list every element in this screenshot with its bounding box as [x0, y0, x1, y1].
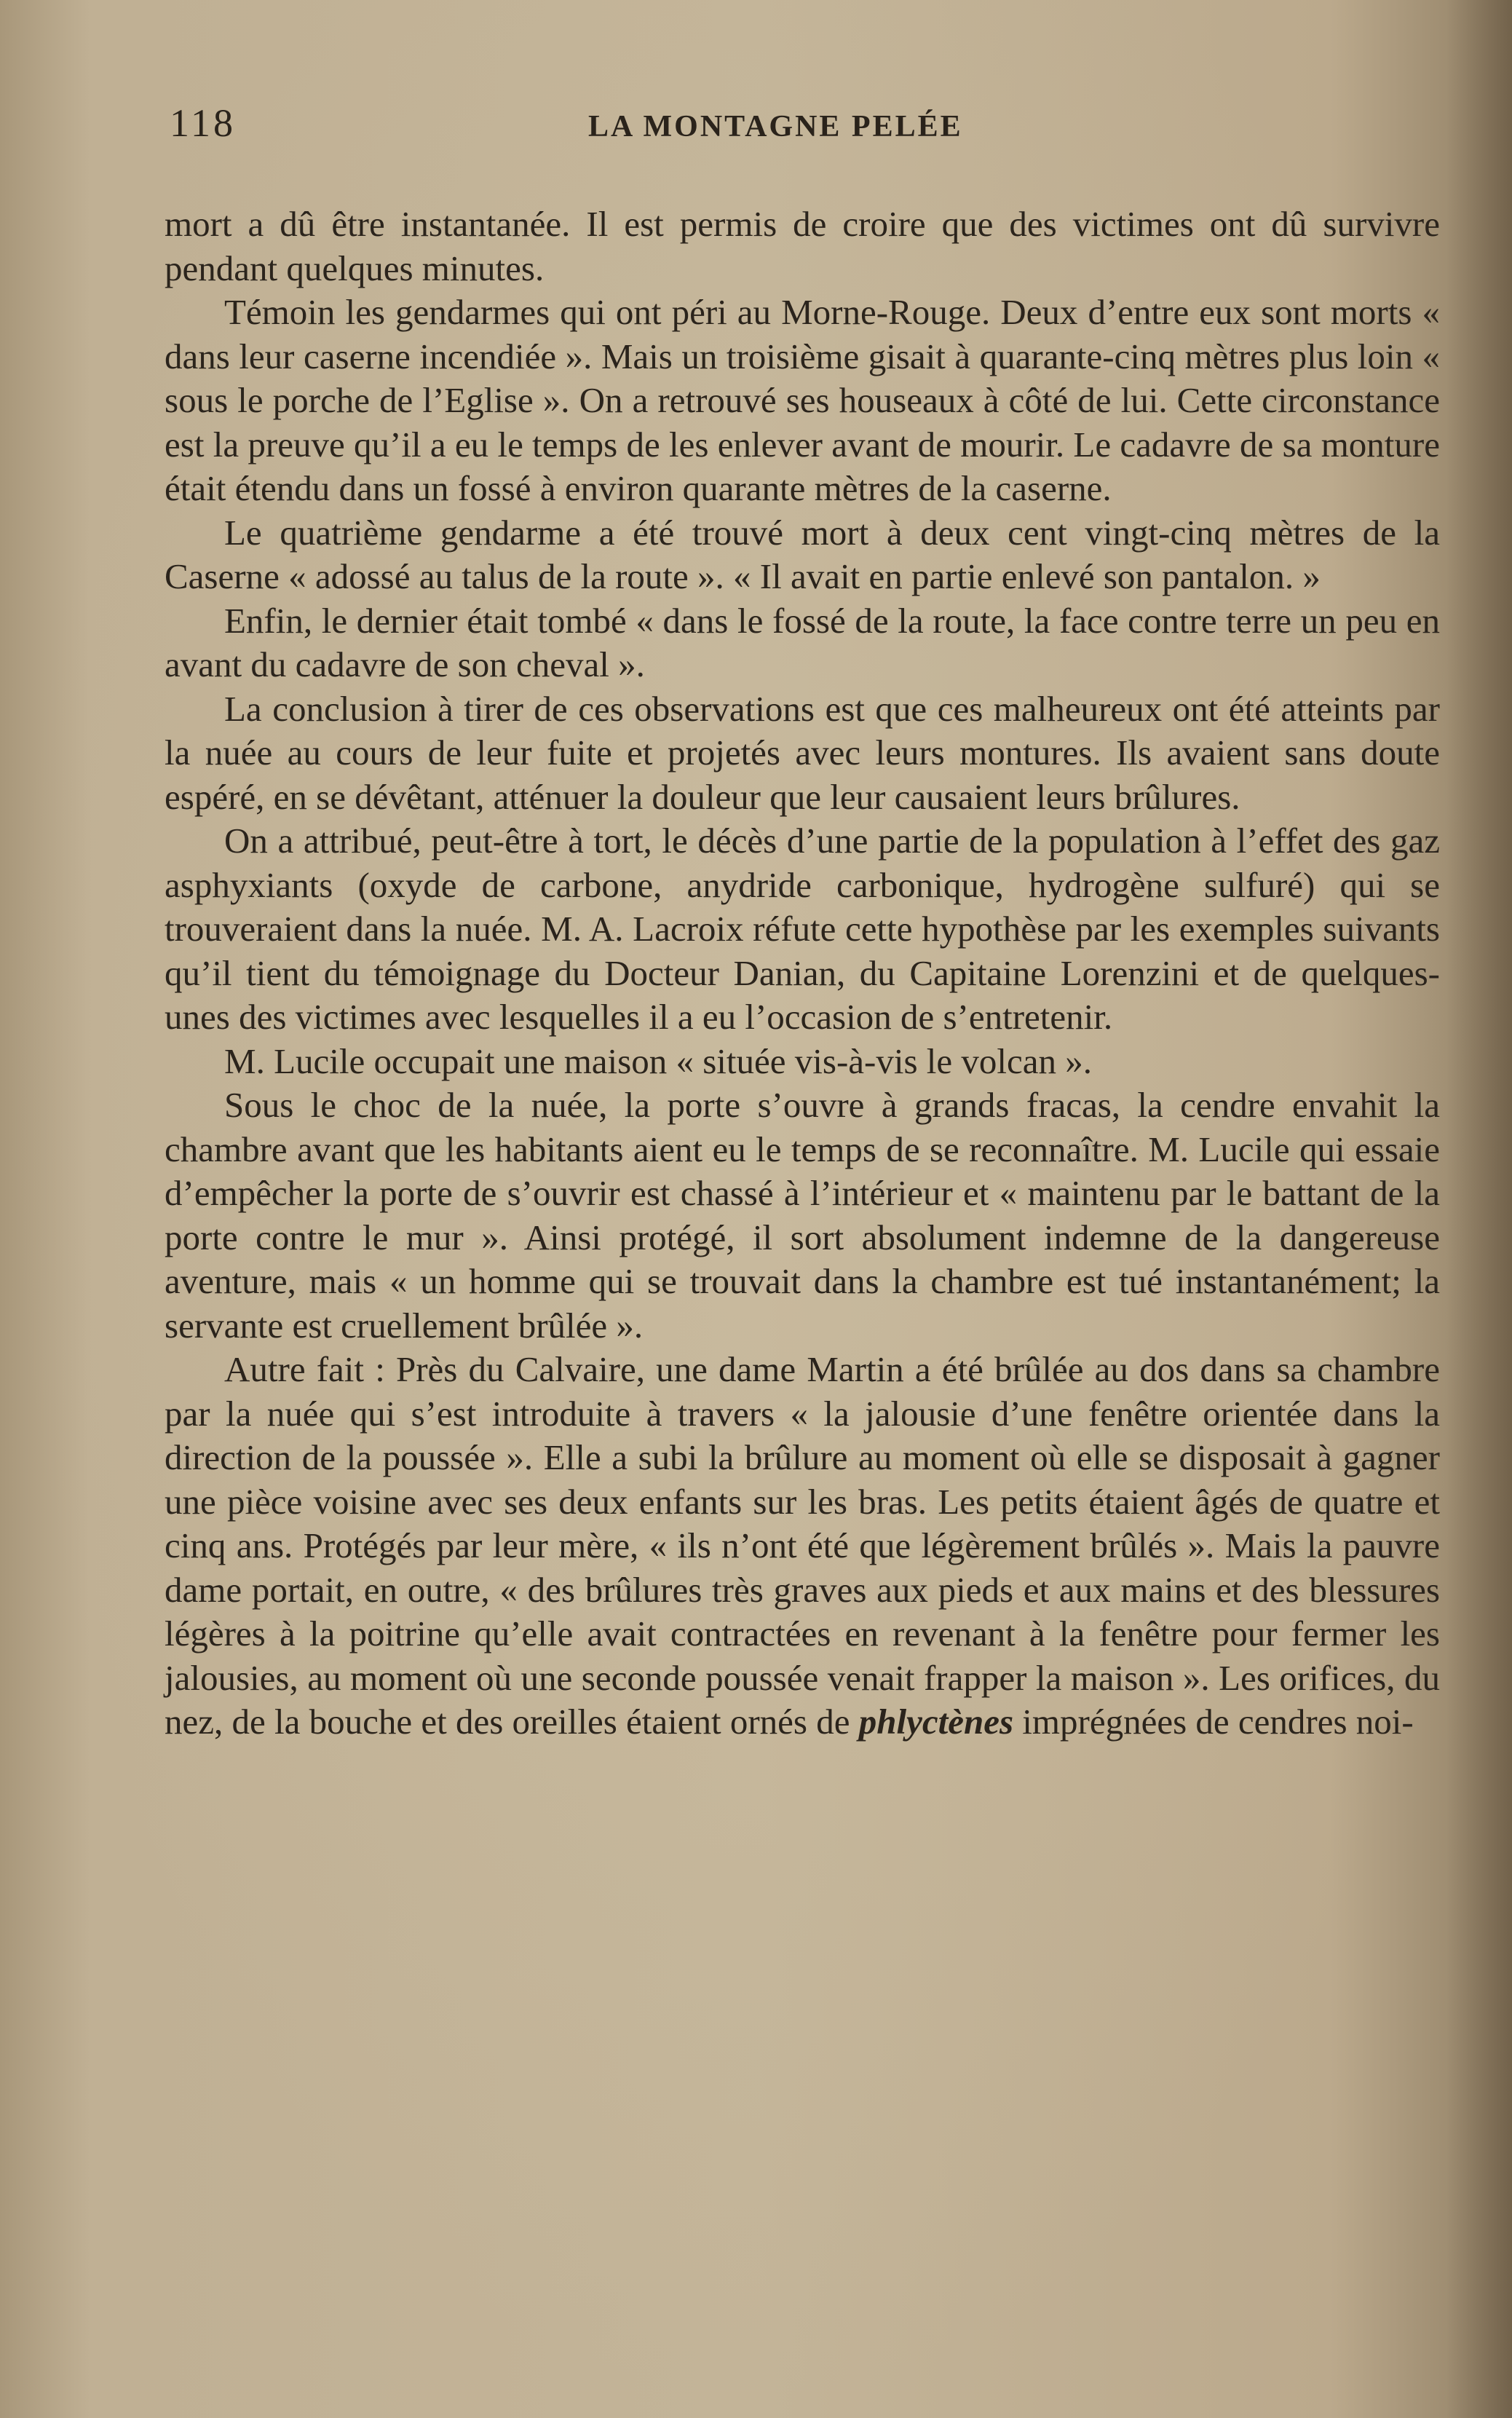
paragraph: M. Lucile occupait une maison « située vis-à-vis le volcan ».	[224, 1040, 1093, 1081]
paragraph: Le quatrième gendarme a été trouvé mort à deux cent vingt-cinq mètres de la Caserne « adossé au talus de la route ». « Il avait en partie enlevé son pantalon. »	[165, 512, 1440, 596]
paragraph-last	[165, 1348, 1440, 1745]
italic-term: phlyctènes	[858, 1702, 1014, 1742]
paragraph: La conclusion à tirer de ces observations est que ces malheureux ont été atteints par la nuée au cours de leur fuite et projetés avec leurs montures. Ils avaient sans doute espéré, en se dévêtant, atténuer la douleur que leur causaient leurs brûlures.	[165, 688, 1440, 817]
page-header	[170, 100, 1436, 159]
paragraph-last-main: Autre fait : Près du Calvaire, une dame Martin a été brûlée au dos dans sa chambre par la nuée qui s’est introduite à travers « la jalousie d’une fenêtre orientée dans la direction de la poussée ». Elle a subi la brûlure au moment où elle se disposait à gagner une pièce voisine avec ses deux enfants sur les bras. Les petits étaient âgés de quatre et cinq ans. Protégés par leur mère, « ils n’ont été que légèrement brûlés ». Mais la pauvre dame portait, en outre, « des brûlures très graves aux pieds et aux mains et des blessures légères à la poitrine qu’elle avait contractées en revenant à la fenêtre pour fermer les jalousies, au moment où une seconde poussée venait frapper la maison ». Les orifices, du nez, de la bouche et des oreilles étaient ornés de	[165, 1349, 1440, 1742]
running-title: LA MONTAGNE PELÉE	[588, 110, 963, 143]
paragraph: Enfin, le dernier était tombé « dans le fossé de la route, la face contre terre un peu en avant du cadavre de son cheval ».	[165, 600, 1440, 684]
paragraph: mort a dû être instantanée. Il est permis de croire que des victimes ont dû survivre pendant quelques minutes.	[165, 204, 1440, 288]
paragraph: Témoin les gendarmes qui ont péri au Morne-Rouge. Deux d’entre eux sont morts « dans leur caserne incendiée ». Mais un troisième gisait à quarante-cinq mètres plus loin « sous le porche de l’Eglise ». On a retrouvé ses houseaux à côté de lui. Cette circonstance est la preuve qu’il a eu le temps de les enlever avant de mourir. Le cadavre de sa monture était étendu dans un fossé à environ quarante mètres de la caserne.	[165, 292, 1440, 508]
paragraph: On a attribué, peut-être à tort, le décès d’une partie de la population à l’effet des gaz asphyxiants (oxyde de carbone, anydride carbonique, hydrogène sulfuré) qui se trouveraient dans la nuée. M. A. Lacroix réfute cette hypothèse par les exemples suivants qu’il tient du témoignage du Docteur Danian, du Capitaine Lorenzini et de quelques-unes des victimes avec lesquelles il a eu l’occasion de s’entretenir.	[165, 821, 1440, 1037]
paragraph-last-tail: imprégnées de cendres noi-	[1022, 1702, 1414, 1742]
page-edge-shadow	[1446, 0, 1512, 2418]
page-number: 118	[170, 101, 236, 145]
paragraph: Sous le choc de la nuée, la porte s’ouvre à grands fracas, la cendre envahit la chambre avant que les habitants aient eu le temps de se reconnaître. M. Lucile qui essaie d’empêcher la porte de s’ouvrir est chassé à l’intérieur et « maintenu par le battant de la porte contre le mur ». Ainsi protégé, il sort absolument indemne de la dangereuse aventure, mais « un homme qui se trouvait dans la chambre est tué instantanément; la servante est cruellement brûlée ».	[165, 1085, 1440, 1346]
body-text	[165, 202, 1440, 1745]
